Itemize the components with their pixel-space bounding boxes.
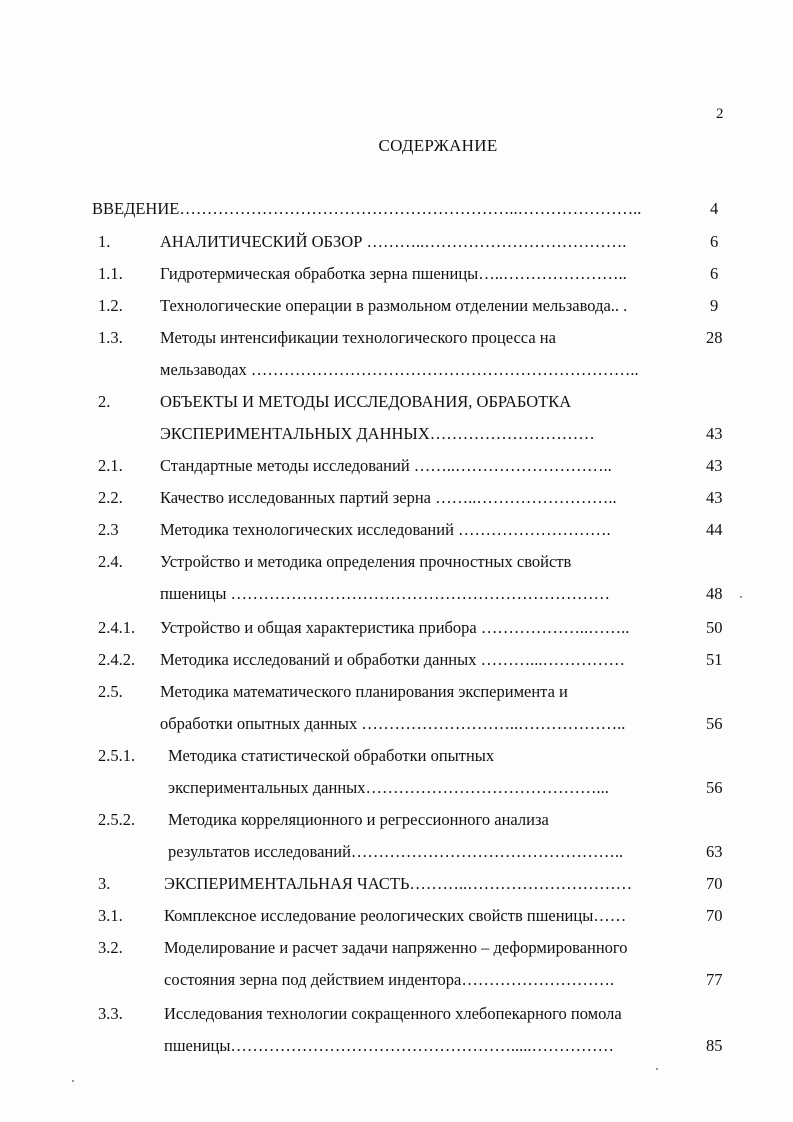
toc-entry-page: 43: [706, 424, 723, 443]
toc-entry-number: 2.5.2.: [98, 810, 136, 829]
page-title: СОДЕРЖАНИЕ: [378, 136, 498, 155]
toc-entry-text: Гидротермическая обработка зерна пшеницы…..…………………..: [160, 264, 627, 283]
toc-entry-text: Моделирование и расчет задачи напряженно – деформированного: [164, 938, 628, 957]
toc-entry-page: 56: [706, 778, 723, 797]
toc-entry-page: 50: [706, 618, 723, 637]
toc-entry-page: 43: [706, 488, 723, 507]
toc-entry-text-continued: результатов исследований…………………………………………..: [168, 842, 624, 861]
toc-entry-number: 1.3.: [98, 328, 123, 347]
toc-entry-number: 1.: [98, 232, 111, 251]
toc-entry-page: 77: [706, 970, 723, 989]
toc-entry-text-continued: ЭКСПЕРИМЕНТАЛЬНЫХ ДАННЫХ…………………………: [160, 424, 595, 443]
toc-entry-number: 3.2.: [98, 938, 123, 957]
toc-entry-text: ВВЕДЕНИЕ……………………………………………………..…………………..: [92, 199, 642, 218]
toc-entry-number: 1.1.: [98, 264, 123, 283]
toc-entry-page: 51: [706, 650, 723, 669]
toc-entry-page: 63: [706, 842, 723, 861]
toc-entry-text: Исследования технологии сокращенного хлебопекарного помола: [164, 1004, 622, 1023]
toc-entry-number: 2.1.: [98, 456, 123, 475]
toc-entry-text: ЭКСПЕРИМЕНТАЛЬНАЯ ЧАСТЬ………..…………………………: [164, 874, 633, 893]
toc-entry-text: Устройство и общая характеристика прибора ………………..……..: [160, 618, 630, 637]
toc-entry-number: 2.3: [98, 520, 119, 539]
toc-entry-text: Технологические операции в размольном отделении мельзавода.. .: [160, 296, 628, 315]
toc-entry-page: 9: [710, 296, 719, 315]
toc-entry-text-continued: обработки опытных данных ………………………..………………..: [160, 714, 626, 733]
toc-entry-text: Комплексное исследование реологических свойств пшеницы……: [164, 906, 627, 925]
toc-entry-number: 2.2.: [98, 488, 123, 507]
toc-entry-page: 28: [706, 328, 723, 347]
toc-entry-text: Методика математического планирования эксперимента и: [160, 682, 568, 701]
toc-entry-number: 3.1.: [98, 906, 123, 925]
toc-entry-page: 70: [706, 874, 723, 893]
toc-entry-text: Качество исследованных партий зерна ……..……………………..: [160, 488, 617, 507]
toc-entry-number: 2.4.1.: [98, 618, 136, 637]
toc-entry-page: 70: [706, 906, 723, 925]
toc-entry-text-continued: мельзаводах ……………………………………………………………..: [160, 360, 639, 379]
toc-entry-page: 6: [710, 264, 719, 283]
toc-entry-number: 2.5.: [98, 682, 123, 701]
toc-entry-text: Методика корреляционного и регрессионного анализа: [168, 810, 549, 829]
scan-speck: [656, 1068, 658, 1070]
toc-entry-text-continued: состояния зерна под действием индентора……………………….: [164, 970, 614, 989]
toc-entry-number: 1.2.: [98, 296, 123, 315]
toc-entry-number: 3.3.: [98, 1004, 123, 1023]
toc-entry-number: 2.4.: [98, 552, 123, 571]
toc-entry-number: 2.5.1.: [98, 746, 136, 765]
page-number: 2: [716, 106, 724, 122]
toc-entry-page: 56: [706, 714, 723, 733]
toc-entry-text: Методы интенсификации технологического процесса на: [160, 328, 556, 347]
toc-entry-page: 44: [706, 520, 723, 539]
toc-entry-text: ОБЪЕКТЫ И МЕТОДЫ ИССЛЕДОВАНИЯ, ОБРАБОТКА: [160, 392, 572, 411]
toc-entry-text: АНАЛИТИЧЕСКИЙ ОБЗОР ………..……………………………….: [160, 232, 627, 251]
toc-entry-text: Стандартные методы исследований ……..………………………..: [160, 456, 612, 475]
toc-entry-page: 85: [706, 1036, 723, 1055]
toc-entry-page: 6: [710, 232, 719, 251]
toc-entry-page: 48: [706, 584, 723, 603]
toc-entry-text: Методика статистической обработки опытных: [168, 746, 495, 765]
toc-entry-page: 4: [710, 199, 719, 218]
toc-entry-text: Устройство и методика определения прочностных свойств: [160, 552, 572, 571]
toc-entry-number: 3.: [98, 874, 111, 893]
toc-entry-text-continued: экспериментальных данных……………………………………...: [168, 778, 609, 797]
scan-speck: [740, 596, 742, 598]
toc-entry-text: Методика технологических исследований ……………………….: [160, 520, 611, 539]
toc-entry-text: Методика исследований и обработки данных ………...……………: [160, 650, 625, 669]
toc-entry-text-continued: пшеницы…………………………………………….....……………: [164, 1036, 615, 1055]
toc-entry-number: 2.: [98, 392, 111, 411]
scan-speck: [72, 1080, 74, 1082]
toc-entry-page: 43: [706, 456, 723, 475]
toc-entry-text-continued: пшеницы ……………………………………………………………: [160, 584, 611, 603]
toc-entry-number: 2.4.2.: [98, 650, 136, 669]
